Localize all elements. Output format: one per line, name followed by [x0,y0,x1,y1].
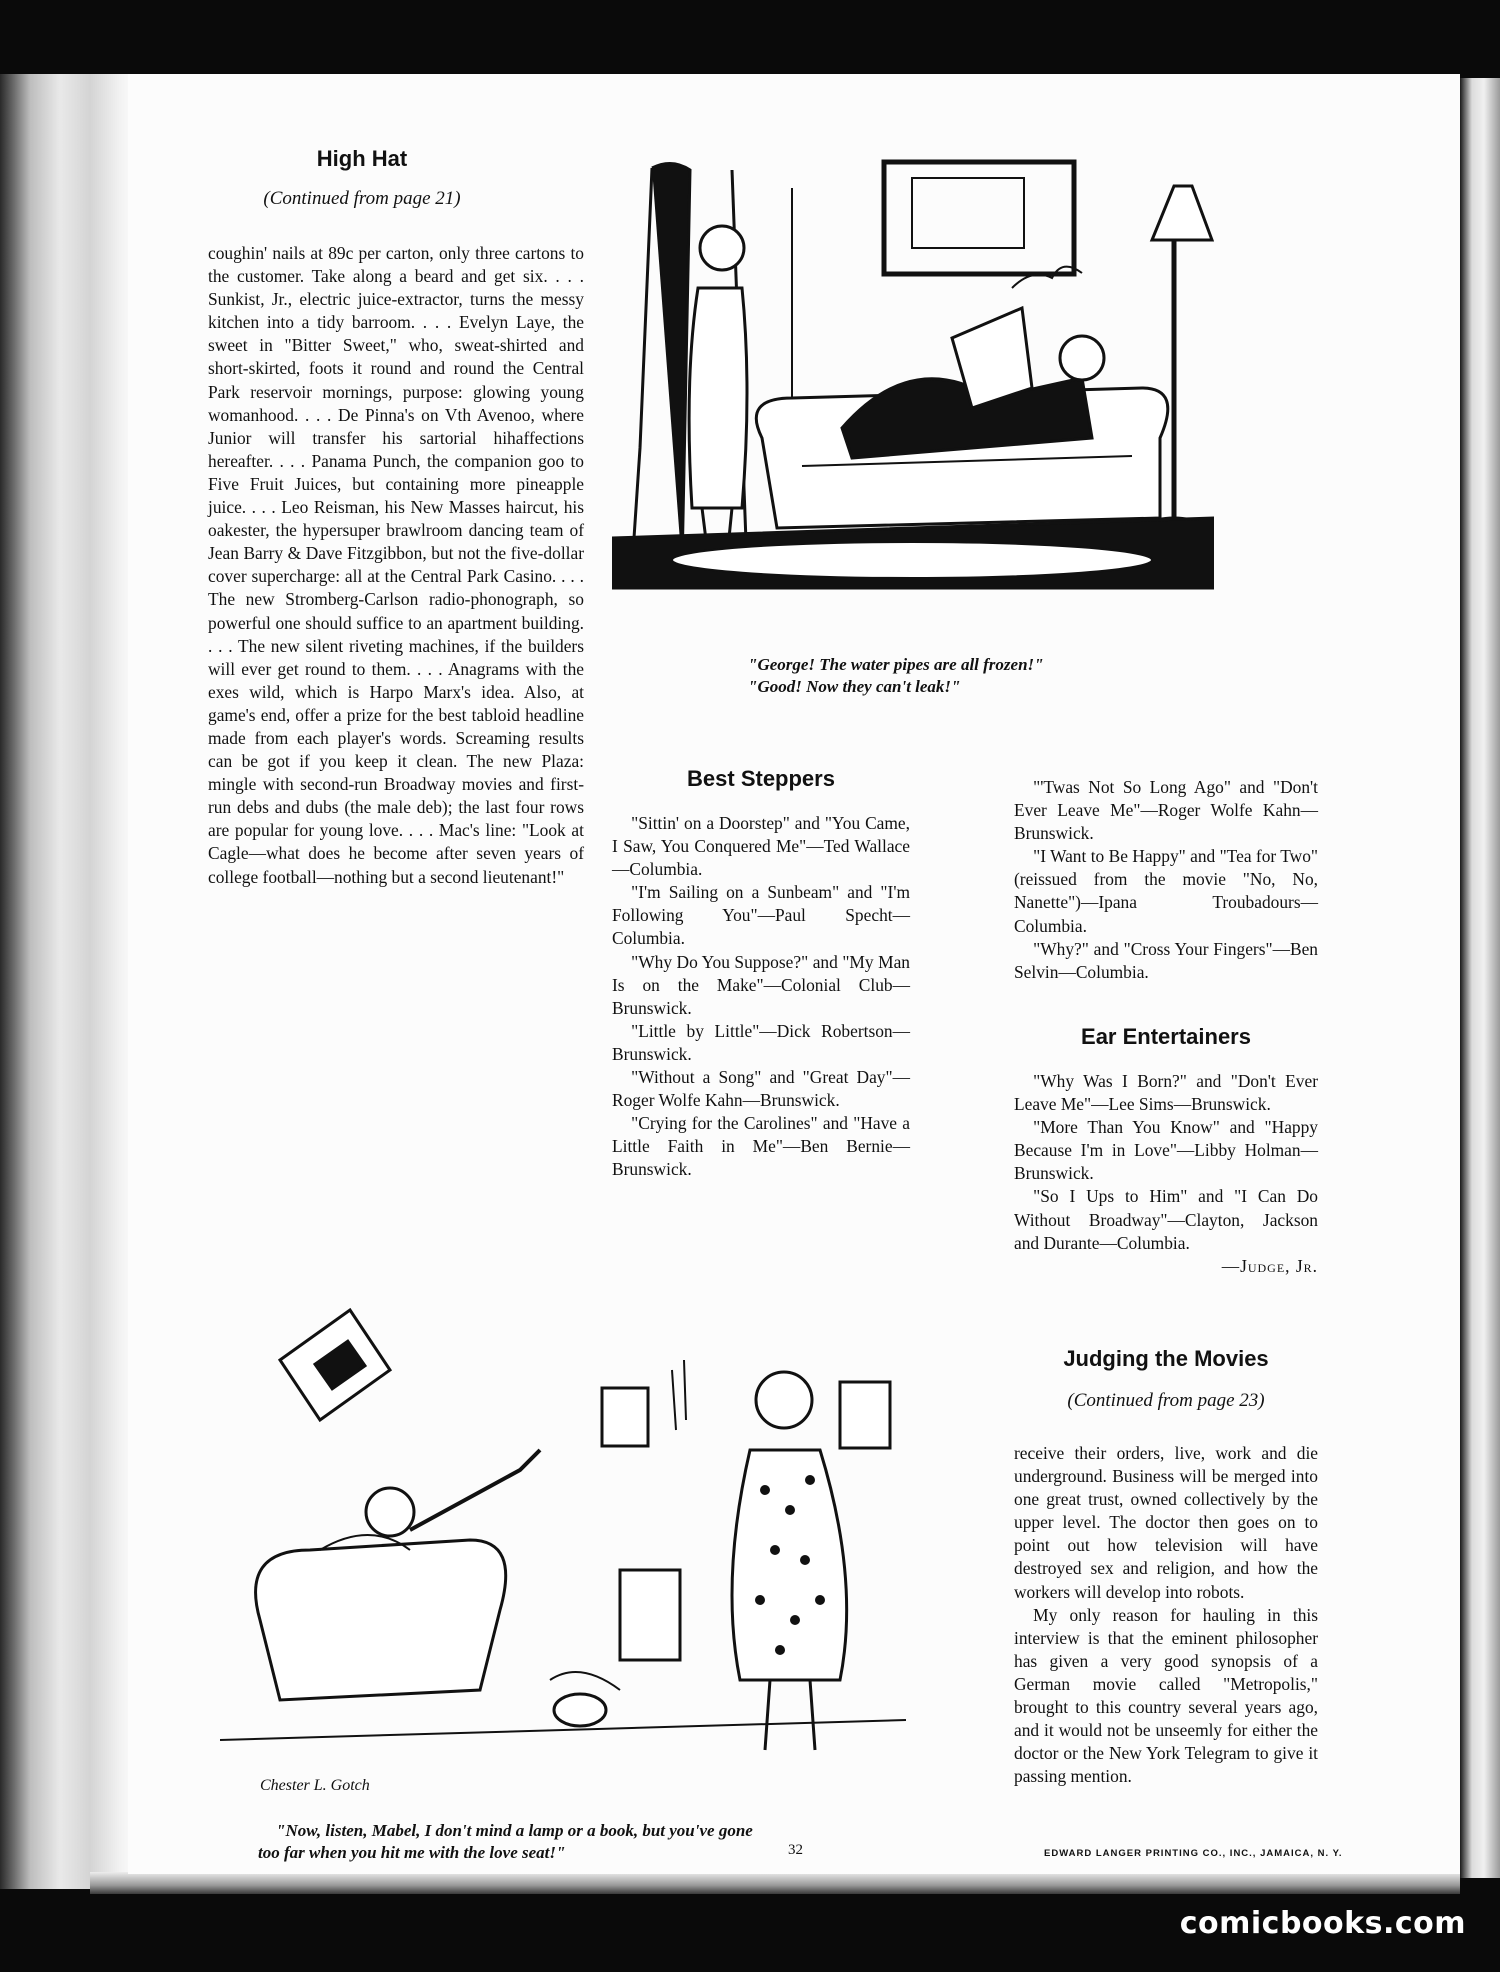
page-number: 32 [788,1842,803,1858]
bottom-cartoon-caption-1: "Now, listen, Mabel, I don't mind a lamp or a book, but you've gone [276,1821,753,1840]
cartoon-frozen-pipes [612,148,1214,728]
site-watermark: comicbooks.com [1179,1906,1466,1941]
best-steppers-heading: Best Steppers [687,766,835,791]
best-steppers-entry: "I Want to Be Happy" and "Tea for Two" (reissued from the movie "No, No, Nanette")—Ipana Troubadours—Columbia. [1014,846,1318,936]
best-steppers-entry: "Without a Song" and "Great Day"—Roger Wolfe Kahn—Brunswick. [612,1067,910,1111]
judging-movies-paragraph: My only reason for hauling in this interview is that the eminent philosopher has given a very good synopsis of a German movie called "Metropolis," brought to this country several years ago, and it would not be unseemly for either the doctor or the New York Telegram to give it passing mention. [1014,1604,1318,1787]
top-cartoon-caption-1: "George! The water pipes are all frozen!" [748,655,1044,674]
book-page-edges [0,74,132,1889]
best-steppers-entry: "Sittin' on a Doorstep" and "You Came, I Saw, You Conquered Me"—Ted Wallace—Columbia. [612,813,910,880]
high-hat-continued-note: (Continued from page 21) [263,188,461,209]
best-steppers-entry: "Why?" and "Cross Your Fingers"—Ben Selvin—Columbia. [1014,938,1318,982]
best-steppers-entry: "Little by Little"—Dick Robertson—Brunswick. [612,1020,910,1064]
best-steppers-entry: "Crying for the Carolines" and "Have a Little Faith in Me"—Ben Bernie—Brunswick. [612,1113,910,1180]
judging-movies-heading: Judging the Movies [1063,1346,1269,1371]
cartoon-artist-signature: Chester L. Gotch [260,1777,370,1794]
best-steppers-column-continued [1014,776,1318,984]
printer-credit: EDWARD LANGER PRINTING CO., INC., JAMAICA, N. Y. [1044,1848,1343,1859]
bottom-cartoon-caption-2: too far when you hit me with the love seat!" [258,1843,566,1862]
high-hat-heading: High Hat [316,146,408,171]
book-right-edge [1460,78,1500,1878]
cartoon-love-seat [220,1250,906,1816]
book-bottom-edge [90,1872,1460,1894]
judging-movies-paragraph: receive their orders, live, work and die underground. Business will be merged into one great trust, owned collectively by the upper level. The doctor then goes on to point out how television will have destroyed sex and religion, and how the workers will develop into robots. [1014,1443,1318,1602]
ear-entertainers-entry: "More Than You Know" and "Happy Because I'm in Love"—Libby Holman—Brunswick. [1014,1117,1318,1184]
judging-movies-continued-note: (Continued from page 23) [1067,1390,1265,1411]
ear-entertainers-signoff: —Judge, Jr. [1221,1255,1318,1276]
best-steppers-column [612,812,910,1182]
best-steppers-entry: "I'm Sailing on a Sunbeam" and "I'm Following You"—Paul Specht—Columbia. [612,882,910,949]
best-steppers-entry: "'Twas Not So Long Ago" and "Don't Ever Leave Me"—Roger Wolfe Kahn—Brunswick. [1014,777,1318,844]
ear-entertainers-entry: "Why Was I Born?" and "Don't Ever Leave Me"—Lee Sims—Brunswick. [1014,1071,1318,1115]
ear-entertainers-entry: "So I Ups to Him" and "I Can Do Without Broadway"—Clayton, Jackson and Durante—Columbia. [1014,1186,1318,1253]
magazine-page [128,74,1460,1874]
high-hat-column [208,242,584,889]
ear-entertainers-heading: Ear Entertainers [1081,1024,1251,1049]
best-steppers-entry: "Why Do You Suppose?" and "My Man Is on the Make"—Colonial Club—Brunswick. [612,951,910,1018]
judging-movies-column [1014,1442,1318,1788]
top-cartoon-caption-2: "Good! Now they can't leak!" [748,677,961,696]
ear-entertainers-column [1014,1070,1318,1278]
high-hat-body: coughin' nails at 89c per carton, only three cartons to the customer. Take along a beard and get six. . . . Sunkist, Jr., electric juice-extractor, turns the messy kitchen into a tidy barroom. . . . Evelyn Laye, the sweet in "Bitter Sweet," who, sweat-shirted and short-skirted, foots it round and round the Central Park reservoir mornings, purpose: glowing young womanhood. . . . De Pinna's on Vth Avenoo, where Junior will transfer his sartorial hihaffections hereafter. . . . Panama Punch, the companion goo to Five Fruit Juices, but containing more pineapple juice. . . . Leo Reisman, his New Masses haircut, his oakester, the hypersuper brawlroom dancing team of Jean Barry & Dave Fitzgibbon, but not the five-dollar cover supercharge: all at the Central Park Casino. . . . The new Stromberg-Carlson radio-phonograph, so powerful one should suffice to an apartment building. . . . The new silent riveting machines, if the builders will ever get round to them. . . . Anagrams with the exes wild, which is Harpo Marx's idea. Also, at game's end, offer a prize for the best tabloid headline made from each player's words. Screaming results can be got if you keep it clean. The new Plaza: mingle with second-run Broadway movies and first-run debs and dubs (the male deb); the last four rows are popular for young love. . . . Mac's line: "Look at Cagle—what does he become after seven years of college football—nothing but a second lieutenant!" [208,243,584,887]
